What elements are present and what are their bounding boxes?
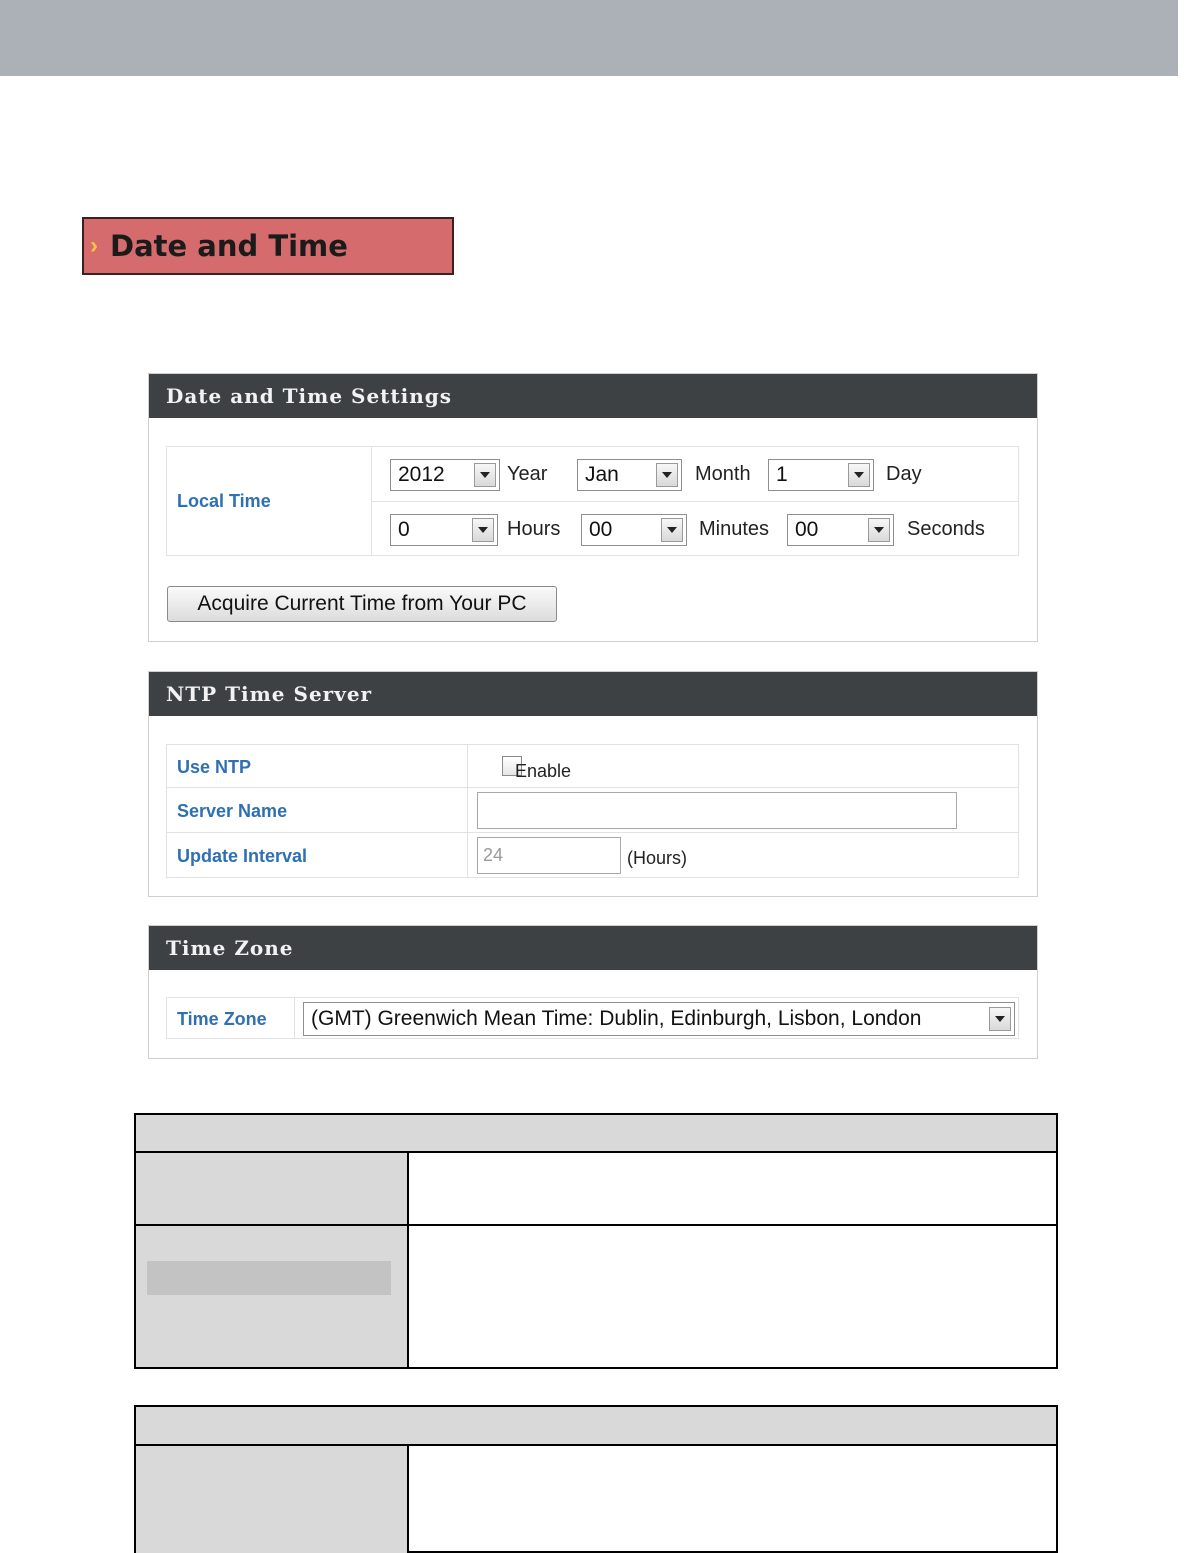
local-time-label: Local Time (177, 491, 271, 511)
page-header-band (0, 0, 1178, 76)
minutes-unit: Minutes (699, 518, 770, 540)
enable-label: Enable (515, 761, 572, 781)
month-select[interactable]: Jan (577, 459, 682, 491)
use-ntp-label: Use NTP (177, 757, 252, 777)
table-header (136, 1115, 1056, 1153)
table-row-label-cell (136, 1153, 409, 1367)
seconds-select[interactable]: 00 (787, 514, 894, 546)
time-zone-label: Time Zone (177, 1009, 267, 1029)
hours-unit: Hours (507, 518, 561, 540)
chevron-down-icon (656, 463, 678, 487)
time-zone-select[interactable]: (GMT) Greenwich Mean Time: Dublin, Edinburgh, Lisbon, London (303, 1002, 1015, 1036)
placeholder-bar (147, 1261, 391, 1295)
local-time-grid (166, 446, 1019, 556)
chevron-down-icon (848, 463, 870, 487)
ntp-grid (166, 744, 1019, 878)
chevron-down-icon (661, 518, 683, 542)
minutes-select[interactable]: 00 (581, 514, 687, 546)
panel-title: NTP Time Server (149, 672, 1037, 716)
description-table (134, 1405, 1058, 1553)
acquire-time-button[interactable]: Acquire Current Time from Your PC (167, 586, 557, 622)
chevron-down-icon (474, 463, 496, 487)
time-zone-panel (148, 925, 1038, 1059)
table-header (136, 1407, 1056, 1446)
date-time-settings-panel (148, 373, 1038, 642)
day-select[interactable]: 1 (768, 459, 874, 491)
time-zone-grid (166, 997, 1019, 1039)
panel-title: Date and Time Settings (149, 374, 1037, 418)
ntp-time-server-panel (148, 671, 1038, 897)
seconds-unit: Seconds (907, 518, 985, 540)
chevron-down-icon (989, 1007, 1011, 1031)
menu-item-date-and-time[interactable] (82, 217, 454, 275)
year-unit: Year (507, 463, 548, 485)
year-select[interactable]: 2012 (390, 459, 500, 491)
hours-select[interactable]: 0 (390, 514, 498, 546)
update-interval-label: Update Interval (177, 846, 308, 866)
server-name-input[interactable] (477, 792, 957, 829)
description-table (134, 1113, 1058, 1369)
chevron-down-icon (472, 518, 494, 542)
chevron-down-icon (868, 518, 890, 542)
panel-title: Time Zone (149, 926, 1037, 970)
month-unit: Month (695, 463, 751, 485)
table-row-label-cell (136, 1446, 409, 1553)
chevron-right-icon: › (90, 232, 98, 259)
day-unit: Day (886, 463, 922, 485)
update-interval-input[interactable]: 24 (477, 837, 621, 874)
server-name-label: Server Name (177, 801, 288, 821)
update-interval-unit: (Hours) (627, 848, 688, 868)
menu-item-label: Date and Time (110, 229, 348, 263)
